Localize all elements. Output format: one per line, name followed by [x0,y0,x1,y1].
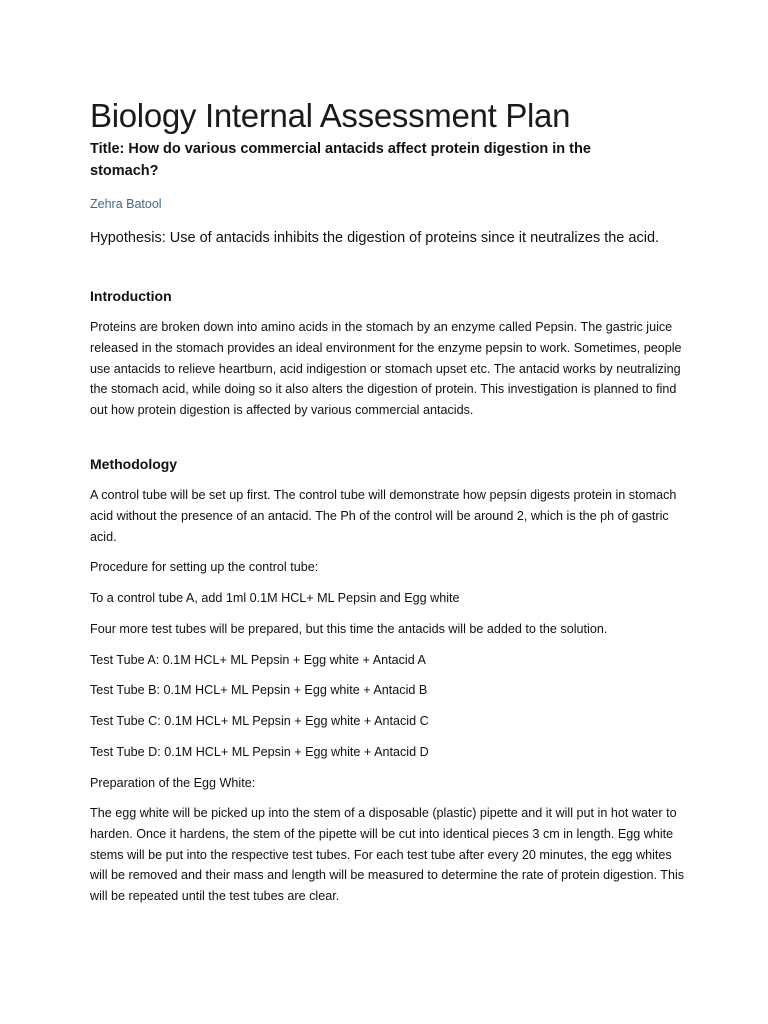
egg-white-paragraph: The egg white will be picked up into the stem of a disposable (plastic) pipette and it will put in hot water to harden. Once it hardens, the stem of the pipette will be cut into identical pieces 3 cm in length. Egg white stems will be put into the respective test tubes. For each test tube after every 20 minutes, the egg whites will be removed and their mass and length will be measured to determine the rate of protein digestion. This will be repeated until the test tubes are clear. [90,806,685,904]
control-paragraph: A control tube will be set up first. The control tube will demonstrate how pepsin digests protein in stomach acid without the presence of an antacid. The Ph of the control will be around 2, which is the ph of gastric acid. [90,488,677,544]
introduction-paragraph: Proteins are broken down into amino acids in the stomach by an enzyme called Pepsin. The gastric juice released in the stomach provides an ideal environment for the enzyme pepsin to work. Sometimes, people use antacids to relieve heartburn, acid indigestion or stomach upset etc. The antacid works by neutralizing the stomach acid, while doing so it also alters the digestion of protein. This investigation is planned to find out how protein digestion is affected by various commercial antacids. [90,320,682,418]
hypothesis-text: Hypothesis: Use of antacids inhibits the digestion of proteins since it neutralizes the acid. [90,230,660,246]
egg-white-label: Preparation of the Egg White: [90,776,256,790]
author-name: Zehra Batool [90,197,162,211]
test-tube-c: Test Tube C: 0.1M HCL+ ML Pepsin + Egg white + Antacid C [90,714,429,728]
document-subtitle: Title: How do various commercial antacids affect protein digestion in the stomach? [90,141,591,179]
test-tube-b: Test Tube B: 0.1M HCL+ ML Pepsin + Egg white + Antacid B [90,683,428,697]
methodology-heading: Methodology [90,456,178,472]
test-tube-a: Test Tube A: 0.1M HCL+ ML Pepsin + Egg white + Antacid A [90,653,426,667]
test-tube-d: Test Tube D: 0.1M HCL+ ML Pepsin + Egg white + Antacid D [90,745,429,759]
document-title: Biology Internal Assessment Plan [90,97,571,134]
control-tube-line: To a control tube A, add 1ml 0.1M HCL+ ML Pepsin and Egg white [90,591,460,605]
test-tubes-intro: Four more test tubes will be prepared, but this time the antacids will be added to the solution. [90,622,608,636]
introduction-heading: Introduction [90,288,172,304]
procedure-label: Procedure for setting up the control tube: [90,560,319,574]
